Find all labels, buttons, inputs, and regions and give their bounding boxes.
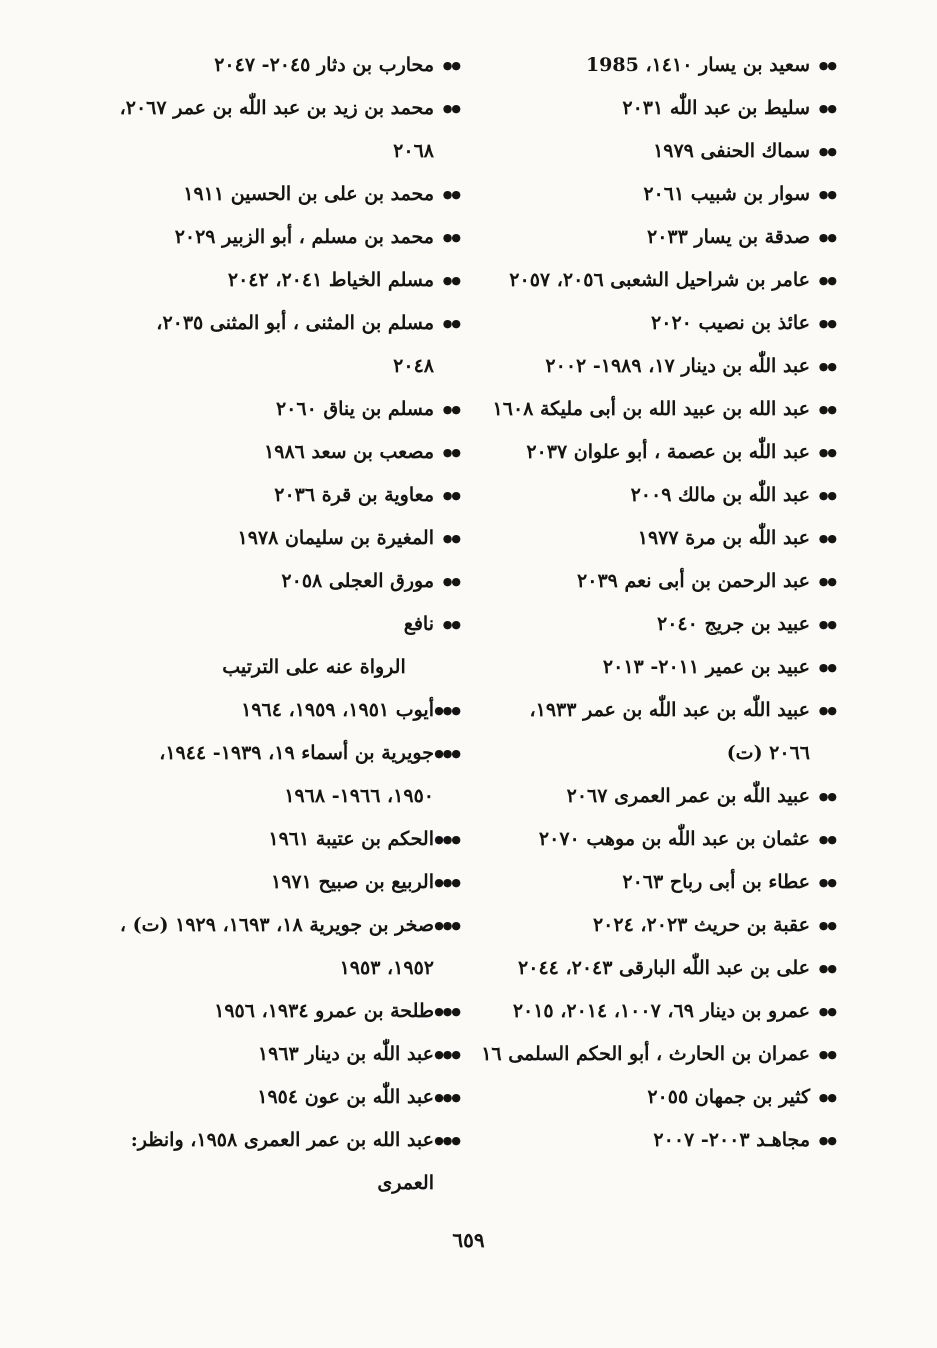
list-item xyxy=(496,775,836,818)
list-item xyxy=(496,517,836,560)
list-item xyxy=(496,474,836,517)
entry-text: عبيد بن جريج ٢٠٤٠ xyxy=(657,613,810,635)
list-item xyxy=(118,1076,460,1119)
entry-text: مصعب بن سعد ١٩٨٦ xyxy=(264,441,434,463)
entry-text: محارب بن دثار ٢٠٤٥- ٢٠٤٧ xyxy=(214,54,434,76)
list-item xyxy=(496,302,836,345)
entry-text: محمد بن مسلم ، أبو الزبير ٢٠٢٩ xyxy=(174,226,434,248)
list-item xyxy=(496,861,836,904)
bullet-marker: ●● xyxy=(442,403,460,416)
entry-text: مسلم الخياط ٢٠٤١، ٢٠٤٢ xyxy=(227,269,434,291)
entry-text: عثمان بن عبد اللّٰه بن موهب ٢٠٧٠ xyxy=(538,828,810,850)
entry-text: عقبة بن حريث ٢٠٢٣، ٢٠٢٤ xyxy=(592,914,810,936)
entry-text: عبد الرحمن بن أبى نعم ٢٠٣٩ xyxy=(577,570,810,592)
list-item xyxy=(118,603,460,646)
bullet-marker: ●● xyxy=(442,59,460,72)
entry-text: عبيد بن عمير ٢٠١١- ٢٠١٣ xyxy=(602,656,810,678)
bullet-marker: ●● xyxy=(818,1005,836,1018)
entry-text: جويرية بن أسماء ١٩، ١٩٣٩- ١٩٤٤، ١٩٥٠، ١٩٦٦- ١٩٦٨ xyxy=(159,742,434,807)
list-item xyxy=(118,818,460,861)
bullet-marker: ●● xyxy=(818,704,836,717)
bullet-marker: ●● xyxy=(818,274,836,287)
section-heading: الرواة عنه على الترتيب xyxy=(222,656,406,678)
bullet-marker: ●● xyxy=(442,532,460,545)
list-item xyxy=(496,904,836,947)
list-item xyxy=(496,130,836,173)
bullet-marker: ●● xyxy=(442,231,460,244)
bullet-marker: ●●● xyxy=(434,1091,460,1104)
list-item xyxy=(118,904,460,990)
entry-text: عبد الله بن عبيد الله بن أبى مليكة ١٦٠٨ xyxy=(492,398,810,420)
list-item xyxy=(118,560,460,603)
bullet-marker: ●● xyxy=(818,231,836,244)
left-column xyxy=(118,44,460,1205)
bullet-marker: ●● xyxy=(818,962,836,975)
entry-text: عبد اللّٰه بن مرة ١٩٧٧ xyxy=(637,527,810,549)
list-item xyxy=(118,990,460,1033)
entry-text: عبد اللّٰه بن مالك ٢٠٠٩ xyxy=(630,484,810,506)
list-item xyxy=(496,646,836,689)
list-item xyxy=(118,861,460,904)
bullet-marker: ●● xyxy=(818,317,836,330)
bullet-marker: ●● xyxy=(818,661,836,674)
entry-text: عبيد اللّٰه بن عبد اللّٰه بن عمر ١٩٣٣، ٢٠٦٦ (ت) xyxy=(529,699,810,764)
bullet-marker: ●● xyxy=(818,102,836,115)
entry-text: صخر بن جويرية ١٨، ١٦٩٣، ١٩٢٩ (ت) ، ١٩٥٢، ١٩٥٣ xyxy=(119,914,434,979)
bullet-marker: ●● xyxy=(818,833,836,846)
entry-text: سماك الحنفى ١٩٧٩ xyxy=(653,140,810,162)
bullet-marker: ●● xyxy=(818,1134,836,1147)
list-item xyxy=(118,388,460,431)
entry-text: عبد اللّٰه بن دينار ١٩٦٣ xyxy=(257,1043,434,1065)
list-item xyxy=(496,560,836,603)
bullet-marker: ●●● xyxy=(434,1005,460,1018)
bullet-marker: ●● xyxy=(442,575,460,588)
bullet-marker: ●● xyxy=(442,317,460,330)
entry-text: مسلم بن المثنى ، أبو المثنى ٢٠٣٥، ٢٠٤٨ xyxy=(156,312,434,377)
bullet-marker: ●● xyxy=(818,145,836,158)
bullet-marker: ●●● xyxy=(434,876,460,889)
entry-text: كثير بن جمهان ٢٠٥٥ xyxy=(647,1086,810,1108)
list-item xyxy=(496,216,836,259)
list-item xyxy=(496,603,836,646)
entry-text: عبد الله بن عمر العمرى ١٩٥٨، وانظر: العمرى xyxy=(130,1129,434,1194)
list-item xyxy=(118,1119,460,1205)
bullet-marker: ●●● xyxy=(434,1134,460,1147)
bullet-marker: ●● xyxy=(818,188,836,201)
bullet-marker: ●● xyxy=(818,876,836,889)
entry-text: أيوب ١٩٥١، ١٩٥٩، ١٩٦٤ xyxy=(241,699,434,721)
entry-text: محمد بن على بن الحسين ١٩١١ xyxy=(183,183,434,205)
list-item xyxy=(118,689,460,732)
list-item xyxy=(481,1033,836,1076)
bullet-marker: ●● xyxy=(818,618,836,631)
bullet-marker: ●● xyxy=(442,102,460,115)
bullet-marker: ●● xyxy=(818,489,836,502)
list-item xyxy=(496,990,836,1033)
bullet-marker: ●●● xyxy=(434,833,460,846)
bullet-marker: ●●● xyxy=(434,919,460,932)
list-item xyxy=(118,216,460,259)
list-item xyxy=(496,44,836,87)
list-item xyxy=(118,44,460,87)
list-item xyxy=(496,947,836,990)
list-item xyxy=(496,173,836,216)
bullet-marker: ●● xyxy=(818,1091,836,1104)
bullet-marker: ●● xyxy=(442,188,460,201)
bullet-marker: ●● xyxy=(818,403,836,416)
entry-text: عمرو بن دينار ٦٩، ١٠٠٧، ٢٠١٤، ٢٠١٥ xyxy=(512,1000,810,1022)
entry-text: عبد اللّٰه بن دينار ١٧، ١٩٨٩- ٢٠٠٢ xyxy=(545,355,810,377)
right-column xyxy=(481,44,836,1162)
bullet-marker: ●● xyxy=(818,360,836,373)
list-item xyxy=(118,259,460,302)
list-item xyxy=(118,517,460,560)
entry-text: مورق العجلى ٢٠٥٨ xyxy=(281,570,434,592)
entry-text: عبد اللّٰه بن عصمة ، أبو علوان ٢٠٣٧ xyxy=(526,441,810,463)
entry-text: طلحة بن عمرو ١٩٣٤، ١٩٥٦ xyxy=(214,1000,434,1022)
entry-text: نافع xyxy=(403,613,434,635)
list-item xyxy=(492,388,836,431)
entry-text: معاوية بن قرة ٢٠٣٦ xyxy=(274,484,434,506)
entry-text: مجاهـد ٢٠٠٣- ٢٠٠٧ xyxy=(653,1129,810,1151)
page-number: ٦٥٩ xyxy=(452,1228,485,1252)
entry-text: عائذ بن نصيب ٢٠٢٠ xyxy=(651,312,810,334)
list-item xyxy=(118,302,460,388)
list-item xyxy=(118,474,460,517)
list-item xyxy=(496,818,836,861)
bullet-marker: ●●● xyxy=(434,1048,460,1061)
entry-text: المغيرة بن سليمان ١٩٧٨ xyxy=(237,527,434,549)
bullet-marker: ●● xyxy=(818,919,836,932)
entry-text: عامر بن شراحيل الشعبى ٢٠٥٦، ٢٠٥٧ xyxy=(509,269,810,291)
entry-text: محمد بن زيد بن عبد اللّٰه بن عمر ٢٠٦٧، ٢٠٦٨ xyxy=(119,97,434,162)
bullet-marker: ●●● xyxy=(434,747,460,760)
bullet-marker: ●● xyxy=(818,532,836,545)
list-item xyxy=(496,1119,836,1162)
entry-text: عبد اللّٰه بن عون ١٩٥٤ xyxy=(257,1086,434,1108)
bullet-marker: ●● xyxy=(442,618,460,631)
list-item xyxy=(496,87,836,130)
entry-text: صدقة بن يسار ٢٠٣٣ xyxy=(646,226,810,248)
entry-text: على بن عبد اللّٰه البارقى ٢٠٤٣، ٢٠٤٤ xyxy=(518,957,810,979)
entry-text: سليط بن عبد اللّٰه ٢٠٣١ xyxy=(622,97,810,119)
list-item xyxy=(496,689,836,775)
bullet-marker: ●● xyxy=(818,790,836,803)
list-item xyxy=(118,173,460,216)
entry-text: عبيد اللّٰه بن عمر العمرى ٢٠٦٧ xyxy=(566,785,810,807)
list-item xyxy=(496,345,836,388)
list-item xyxy=(118,431,460,474)
bullet-marker: ●● xyxy=(442,274,460,287)
bullet-marker: ●● xyxy=(442,489,460,502)
list-item xyxy=(118,87,460,173)
entry-text: سوار بن شبيب ٢٠٦١ xyxy=(643,183,810,205)
bullet-marker: ●● xyxy=(818,575,836,588)
entry-text: مسلم بن يناق ٢٠٦٠ xyxy=(275,398,434,420)
entry-text: الربيع بن صبيح ١٩٧١ xyxy=(271,871,434,893)
bullet-marker: ●● xyxy=(442,446,460,459)
list-item xyxy=(118,732,460,818)
bullet-marker: ●● xyxy=(818,446,836,459)
entry-text: عطاء بن أبى رباح ٢٠٦٣ xyxy=(622,871,810,893)
list-item xyxy=(496,259,836,302)
bullet-marker: ●●● xyxy=(434,704,460,717)
list-item xyxy=(118,1033,460,1076)
list-item xyxy=(496,431,836,474)
bullet-marker: ●● xyxy=(818,1048,836,1061)
entry-text: الحكم بن عتيبة ١٩٦١ xyxy=(268,828,434,850)
entry-text: عمران بن الحارث ، أبو الحكم السلمى ١٦ xyxy=(481,1043,810,1065)
bullet-marker: ●● xyxy=(818,59,836,72)
list-item xyxy=(496,1076,836,1119)
entry-text: سعيد بن يسار ١٤١٠، 1985 xyxy=(585,54,810,76)
